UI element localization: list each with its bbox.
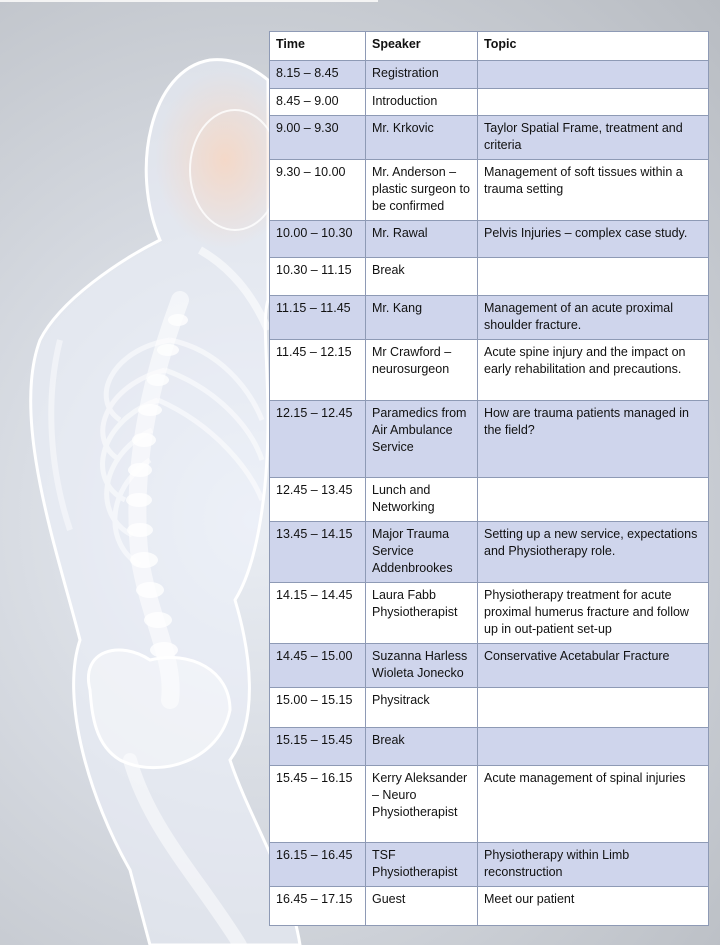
cell-time: 14.45 – 15.00 [270,644,366,688]
table-row [270,843,709,887]
table-row [270,522,709,583]
table-row [270,583,709,644]
cell-speaker: Lunch and Networking [366,478,478,522]
cell-speaker: Mr. Kang [366,296,478,340]
cell-topic: Acute management of spinal injuries [478,766,709,843]
cell-time: 15.45 – 16.15 [270,766,366,843]
cell-speaker: Physitrack [366,688,478,728]
cell-time: 11.15 – 11.45 [270,296,366,340]
table-row [270,887,709,926]
cell-speaker: Guest [366,887,478,926]
table-row [270,766,709,843]
table-row [270,728,709,766]
cell-topic: How are trauma patients managed in the field? [478,401,709,478]
cell-time: 8.15 – 8.45 [270,61,366,89]
cell-speaker: Suzanna Harless Wioleta Jonecko [366,644,478,688]
table-row [270,644,709,688]
table-row [270,296,709,340]
cell-time: 16.15 – 16.45 [270,843,366,887]
cell-time: 12.15 – 12.45 [270,401,366,478]
table-row [270,160,709,221]
cell-topic [478,258,709,296]
cell-time: 16.45 – 17.15 [270,887,366,926]
cell-topic [478,89,709,116]
cell-topic: Physiotherapy treatment for acute proximal humerus fracture and follow up in out-patient set-up [478,583,709,644]
table-row [270,258,709,296]
cell-time: 9.00 – 9.30 [270,116,366,160]
table-row [270,401,709,478]
table-row [270,89,709,116]
table-row [270,688,709,728]
cell-topic: Taylor Spatial Frame, treatment and criteria [478,116,709,160]
cell-speaker: Mr. Krkovic [366,116,478,160]
cell-time: 10.00 – 10.30 [270,221,366,258]
cell-topic [478,61,709,89]
table-row [270,340,709,401]
cell-speaker: Introduction [366,89,478,116]
cell-topic: Acute spine injury and the impact on early rehabilitation and precautions. [478,340,709,401]
cell-speaker: Mr. Anderson – plastic surgeon to be confirmed [366,160,478,221]
table-row [270,116,709,160]
cell-speaker: Laura Fabb Physiotherapist [366,583,478,644]
cell-time: 10.30 – 11.15 [270,258,366,296]
cell-time: 9.30 – 10.00 [270,160,366,221]
cell-speaker: Mr. Rawal [366,221,478,258]
cell-speaker: Mr Crawford – neurosurgeon [366,340,478,401]
header-topic: Topic [478,32,709,61]
header-speaker: Speaker [366,32,478,61]
cell-speaker: Registration [366,61,478,89]
cell-speaker: Kerry Aleksander – Neuro Physiotherapist [366,766,478,843]
cell-speaker: Break [366,728,478,766]
cell-topic: Management of an acute proximal shoulder fracture. [478,296,709,340]
cell-time: 14.15 – 14.45 [270,583,366,644]
cell-topic: Setting up a new service, expectations and Physiotherapy role. [478,522,709,583]
cell-time: 15.00 – 15.15 [270,688,366,728]
cell-topic [478,688,709,728]
cell-topic [478,478,709,522]
table-row [270,61,709,89]
cell-time: 11.45 – 12.15 [270,340,366,401]
cell-time: 8.45 – 9.00 [270,89,366,116]
cell-topic: Physiotherapy within Limb reconstruction [478,843,709,887]
table-row [270,478,709,522]
cell-time: 12.45 – 13.45 [270,478,366,522]
table-header-row [270,32,709,61]
cell-speaker: TSF Physiotherapist [366,843,478,887]
cell-topic: Management of soft tissues within a trauma setting [478,160,709,221]
cell-speaker: Break [366,258,478,296]
header-time: Time [270,32,366,61]
cell-topic: Pelvis Injuries – complex case study. [478,221,709,258]
cell-time: 13.45 – 14.15 [270,522,366,583]
table-row [270,221,709,258]
cell-topic [478,728,709,766]
cell-topic: Meet our patient [478,887,709,926]
cell-speaker: Major Trauma Service Addenbrookes [366,522,478,583]
schedule-table [269,31,709,926]
cell-topic: Conservative Acetabular Fracture [478,644,709,688]
cell-time: 15.15 – 15.45 [270,728,366,766]
cell-speaker: Paramedics from Air Ambulance Service [366,401,478,478]
